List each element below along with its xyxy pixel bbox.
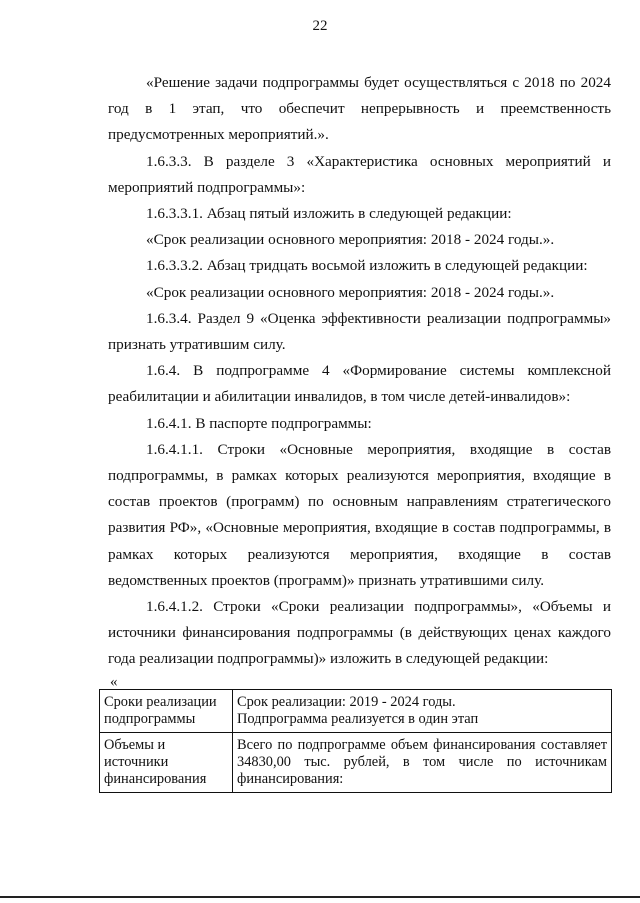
- passport-table: [99, 689, 612, 793]
- table-open-quote: «: [110, 674, 118, 690]
- table-row: [100, 733, 612, 793]
- document-body: [108, 70, 611, 673]
- page-bottom-border: [0, 896, 640, 898]
- paragraph: 1.6.4.1.2. Строки «Сроки реализации подпрограммы», «Объемы и источники финансирования подпрограммы (в действующих ценах каждого года реализации подпрограммы)» изложить в следующей редакции:: [108, 598, 611, 668]
- row-label: Объемы и источники финансирования: [100, 733, 233, 793]
- row-value: [233, 690, 612, 733]
- paragraph: «Срок реализации основного мероприятия: 2018 - 2024 годы.».: [146, 283, 555, 301]
- paragraph: 1.6.3.4. Раздел 9 «Оценка эффективности реализации подпрограммы» признать утратившим силу.: [108, 309, 611, 354]
- paragraph: 1.6.3.3. В разделе 3 «Характеристика основных мероприятий и мероприятий подпрограммы»:: [108, 152, 611, 196]
- table-row: [100, 690, 612, 733]
- paragraph: 1.6.3.3.2. Абзац тридцать восьмой изложить в следующей редакции:: [146, 257, 588, 275]
- value-line: Всего по подпрограмме объем финансирования составляет 34830,00 тыс. рублей, в том числе по источникам финансирования:: [237, 737, 607, 787]
- row-value: [233, 733, 612, 793]
- value-line: Срок реализации: 2019 - 2024 годы.: [237, 694, 456, 710]
- paragraph: 1.6.4.1.1. Строки «Основные мероприятия, входящие в состав подпрограммы, в рамках которых реализуются мероприятия, входящие в состав проектов (программ) по основным направлениям стратегического развития РФ», «Основные мероприятия, входящие в состав подпрограммы, в рамках которых реализуются мероприятия, входящие в состав ведомственных проектов (программ)» признать утратившими силу.: [108, 440, 611, 589]
- paragraph: «Решение задачи подпрограммы будет осуществляться с 2018 по 2024 год в 1 этап, что обеспечит непрерывность и преемственность предусмотренных мероприятий.».: [108, 74, 611, 144]
- value-line: Подпрограмма реализуется в один этап: [237, 711, 479, 727]
- paragraph: 1.6.4.1. В паспорте подпрограммы:: [146, 414, 372, 432]
- page-number: 22: [312, 18, 328, 34]
- paragraph: 1.6.3.3.1. Абзац пятый изложить в следующей редакции:: [146, 205, 512, 223]
- paragraph: 1.6.4. В подпрограмме 4 «Формирование системы комплексной реабилитации и абилитации инвалидов, в том числе детей-инвалидов»:: [108, 362, 611, 406]
- paragraph: «Срок реализации основного мероприятия: 2018 - 2024 годы.».: [146, 231, 555, 249]
- row-label: Сроки реализации подпрограммы: [100, 690, 233, 733]
